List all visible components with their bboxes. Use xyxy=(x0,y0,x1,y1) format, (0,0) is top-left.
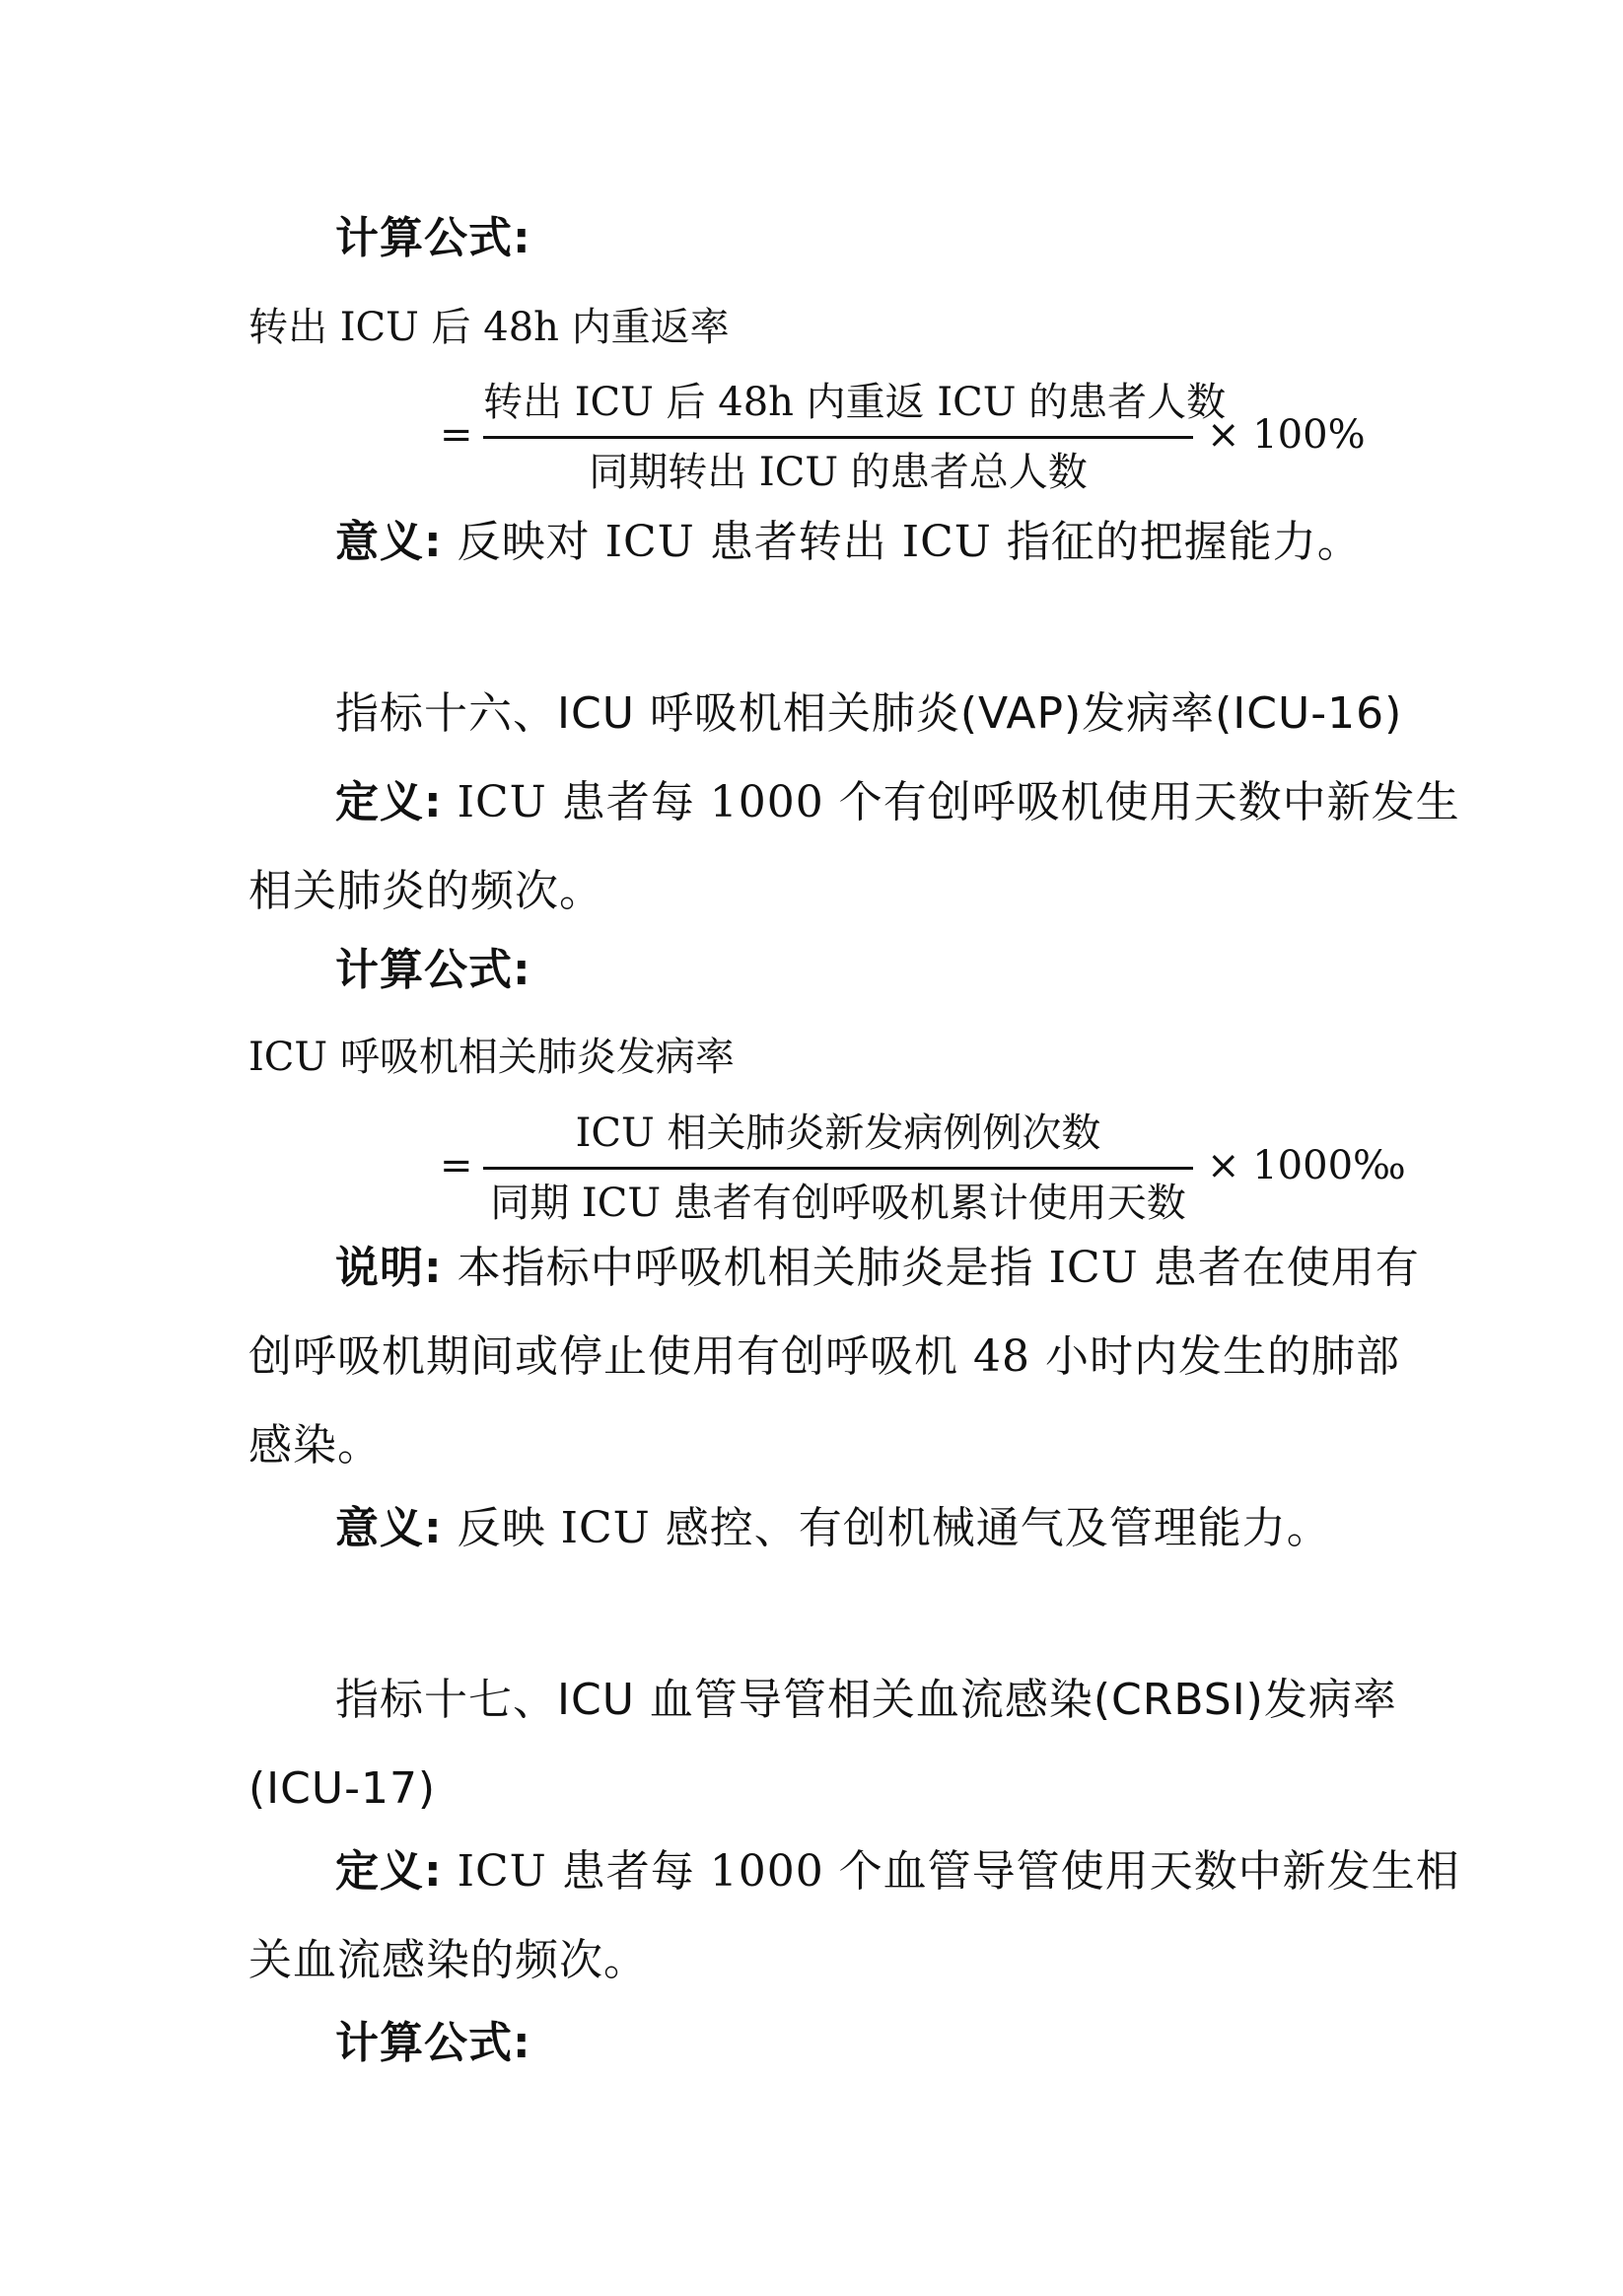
meaning-text: 反映 ICU 感控、有创机械通气及管理能力。 xyxy=(457,1503,1331,1553)
formula-equals: = xyxy=(440,1143,473,1188)
formula-label: 计算公式: xyxy=(335,2018,531,2068)
indicator-16-note-cont: 感染。 xyxy=(248,1420,382,1471)
meaning-paragraph xyxy=(335,1503,1331,1553)
note-text: 本指标中呼吸机相关肺炎是指 ICU 患者在使用有 xyxy=(457,1243,1420,1293)
note-label: 说明: xyxy=(335,1243,443,1293)
definition-text: ICU 患者每 1000 个有创呼吸机使用天数中新发生 xyxy=(457,777,1460,827)
indicator-16-note-cont: 创呼吸机期间或停止使用有创呼吸机 48 小时内发生的肺部 xyxy=(248,1331,1400,1382)
meaning-label: 意义: xyxy=(335,517,443,567)
formula-equals: = xyxy=(440,412,473,458)
definition-text: ICU 患者每 1000 个血管导管使用天数中新发生相 xyxy=(457,1846,1460,1897)
formula-label: 计算公式: xyxy=(335,945,531,995)
fraction-bar xyxy=(483,1167,1193,1170)
meaning-paragraph xyxy=(335,517,1362,567)
indicator-16-note xyxy=(335,1243,1420,1293)
formula-multiplier: × 1000‰ xyxy=(1207,1143,1406,1188)
indicator-16-definition xyxy=(335,777,1460,827)
indicator-17-heading: 指标十七、ICU 血管导管相关血流感染(CRBSI)发病率 xyxy=(335,1675,1397,1725)
formula-denominator: 同期 ICU 患者有创呼吸机累计使用天数 xyxy=(490,1181,1186,1226)
formula-label: 计算公式: xyxy=(335,213,531,263)
formula-multiplier: × 100% xyxy=(1207,412,1366,458)
formula-numerator: 转出 ICU 后 48h 内重返 ICU 的患者人数 xyxy=(483,380,1227,425)
meaning-text: 反映对 ICU 患者转出 ICU 指征的把握能力。 xyxy=(457,517,1362,567)
definition-label: 定义: xyxy=(335,1846,443,1897)
meaning-label: 意义: xyxy=(335,1503,443,1553)
formula-denominator: 同期转出 ICU 的患者总人数 xyxy=(589,450,1088,495)
formula-lhs: 转出 ICU 后 48h 内重返率 xyxy=(248,305,730,350)
formula-lhs: ICU 呼吸机相关肺炎发病率 xyxy=(248,1035,735,1080)
formula-numerator: ICU 相关肺炎新发病例例次数 xyxy=(575,1111,1101,1156)
fraction-bar xyxy=(483,436,1193,439)
formula-fraction xyxy=(483,1111,1193,1226)
indicator-17-heading-cont: (ICU-17) xyxy=(248,1763,437,1814)
indicator-16-definition-cont: 相关肺炎的频次。 xyxy=(248,866,603,916)
indicator-16-heading: 指标十六、ICU 呼吸机相关肺炎(VAP)发病率(ICU-16) xyxy=(335,688,1403,739)
formula-fraction xyxy=(483,380,1227,495)
definition-label: 定义: xyxy=(335,777,443,827)
indicator-17-definition-cont: 关血流感染的频次。 xyxy=(248,1935,648,1985)
indicator-17-definition xyxy=(335,1846,1460,1897)
